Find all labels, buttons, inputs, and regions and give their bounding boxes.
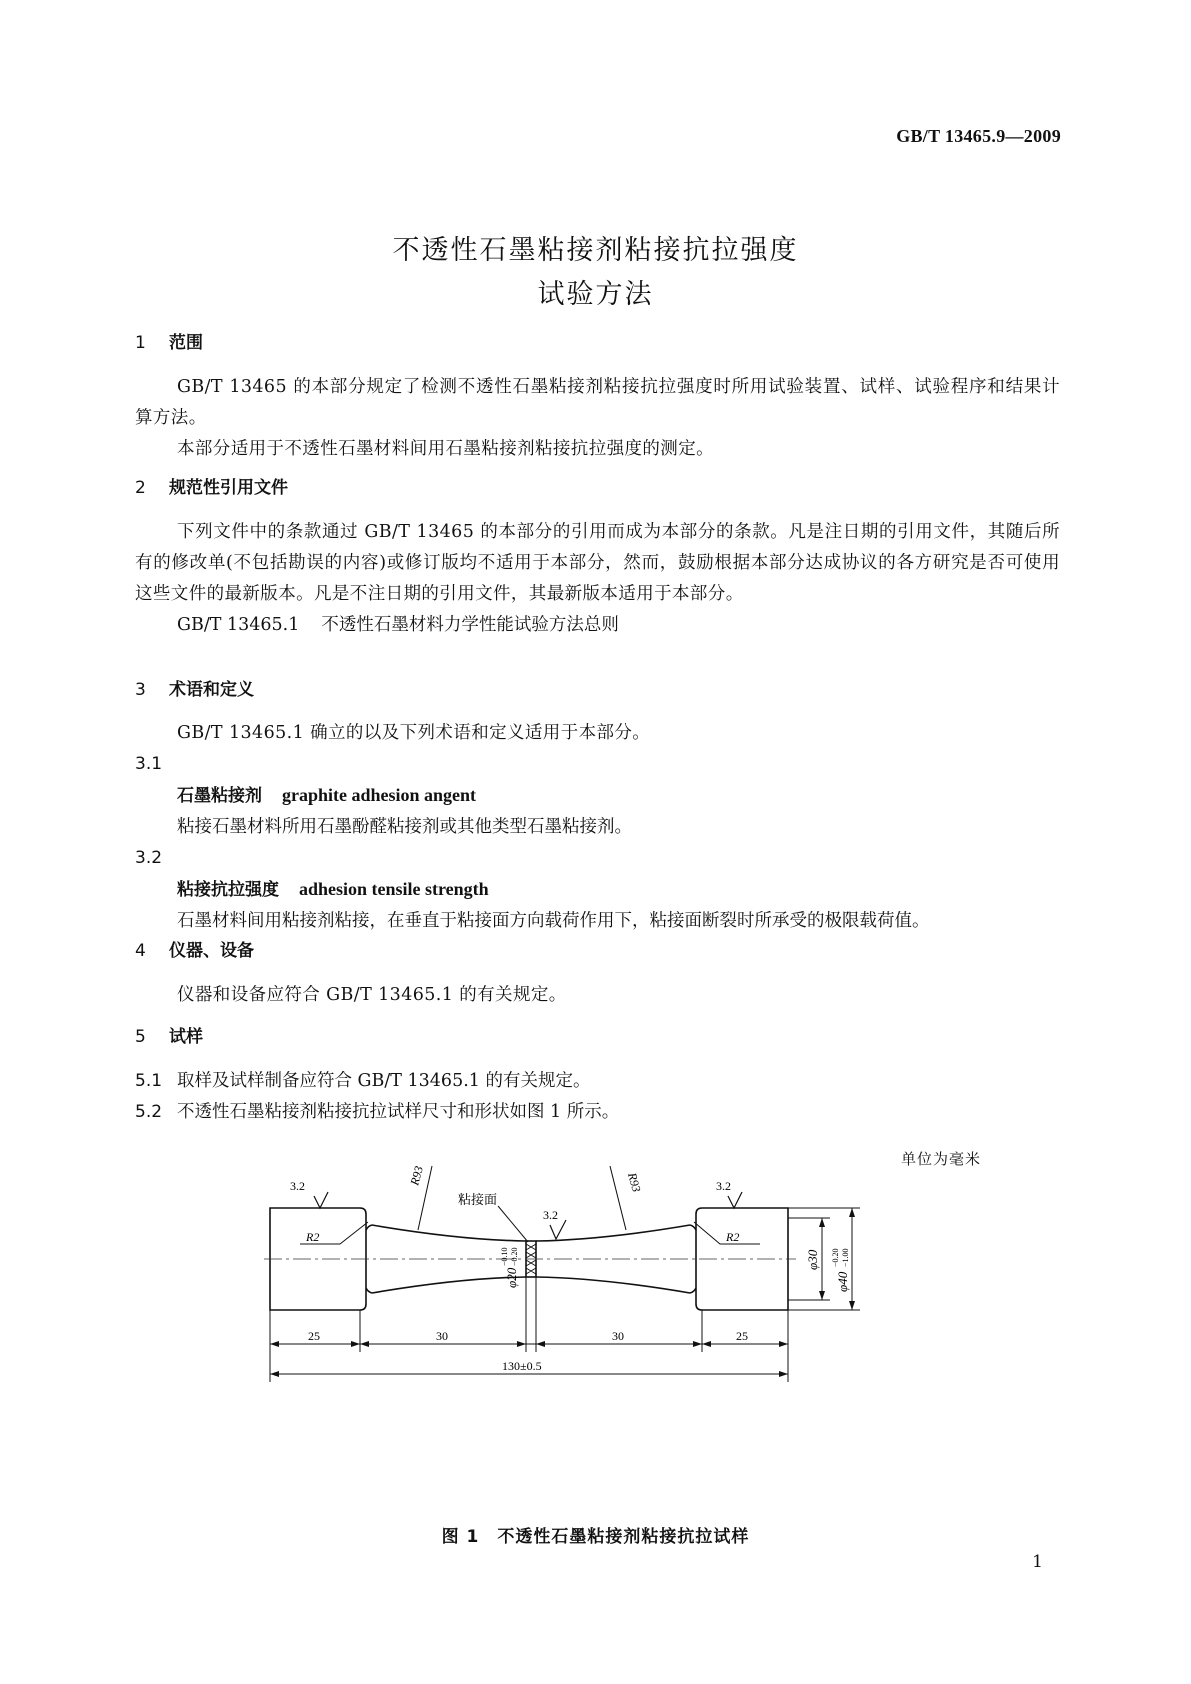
right-neck-bottom (536, 1277, 690, 1293)
paragraph: 仪器和设备应符合 GB/T 13465.1 的有关规定。 (177, 985, 567, 1005)
section-2-heading (135, 473, 1060, 504)
clause-number: 5.1 (135, 1071, 163, 1091)
section-number: 5 (135, 1027, 146, 1047)
dia-neck-tol-upper: −0.10 (500, 1247, 509, 1266)
term-english: graphite adhesion angent (282, 785, 477, 805)
section-4-heading (135, 936, 1060, 967)
section-5-heading (135, 1022, 1060, 1053)
left-fillet-bottom (366, 1288, 372, 1293)
dia-40-label (831, 1248, 850, 1292)
section-number: 2 (135, 478, 146, 498)
section-title: 术语和定义 (169, 680, 254, 700)
section-1-body (135, 372, 1060, 465)
reference-code: GB/T 13465.1 (177, 615, 300, 635)
figure-caption (0, 1522, 1191, 1547)
radius-label-right: R93 (625, 1171, 644, 1194)
term-definition: 粘接石墨材料所用石墨酚醛粘接剂或其他类型石墨粘接剂。 (177, 817, 632, 837)
page-number: 1 (1032, 1552, 1043, 1572)
term-heading (135, 780, 1060, 812)
section-title: 仪器、设备 (169, 941, 254, 961)
normative-reference (135, 610, 1060, 641)
term-heading (135, 874, 1060, 906)
document-title-line1: 不透性石墨粘接剂粘接抗拉强度 (392, 235, 799, 266)
section-5 (135, 1022, 1060, 1053)
section-4 (135, 936, 1060, 967)
figure-title: 不透性石墨粘接剂粘接抗拉试样 (497, 1527, 750, 1547)
right-fillet-top (690, 1225, 696, 1230)
term-chinese: 石墨粘接剂 (177, 786, 262, 806)
reference-title: 不透性石墨材料力学性能试验方法总则 (321, 615, 619, 635)
paragraph: GB/T 13465 的本部分规定了检测不透性石墨粘接剂粘接抗拉强度时所用试验装置、试样、试验程序和结果计算方法。 (135, 377, 1060, 428)
term-english: adhesion tensile strength (299, 879, 489, 899)
dia-30: φ30 (805, 1249, 820, 1270)
section-title: 试样 (169, 1027, 203, 1047)
dim-30-right: 30 (612, 1329, 624, 1343)
section-3-heading (135, 675, 1060, 706)
section-title: 范围 (169, 333, 203, 353)
document-title-line2: 试验方法 (537, 279, 654, 310)
bond-surface-label: 粘接面 (458, 1193, 498, 1208)
dia-40-tol-upper: −0.20 (831, 1248, 840, 1267)
unit-note: 单位为毫米 (900, 1150, 981, 1168)
term-definition: 石墨材料间用粘接剂粘接，在垂直于粘接面方向载荷作用下，粘接面断裂时所承受的极限载荷值。 (177, 911, 930, 931)
paragraph: 本部分适用于不透性石墨材料间用石墨粘接剂粘接抗拉强度的测定。 (177, 439, 714, 459)
section-4-body (135, 980, 1060, 1011)
section-2 (135, 473, 1060, 504)
paragraph: 下列文件中的条款通过 GB/T 13465 的本部分的引用而成为本部分的条款。凡是注日期的引用文件，其随后所有的修改单(不包括勘误的内容)或修订版均不适用于本部分，然而，鼓励根据本部分达成协议的各方研究是否可使用这些文件的最新版本。凡是不注日期的引用文件，其最新版本适用于本部分。 (135, 522, 1060, 604)
section-3-body (135, 718, 1060, 937)
dia-40-tol-lower: −1.00 (841, 1248, 850, 1267)
section-number: 3 (135, 680, 146, 700)
dia-40: φ40 (835, 1271, 850, 1292)
roughness-label-mid: 3.2 (543, 1208, 558, 1222)
clause-text: 取样及试样制备应符合 GB/T 13465.1 的有关规定。 (177, 1071, 591, 1091)
dia-30-label (805, 1249, 820, 1270)
clause-5-2 (135, 1097, 1060, 1128)
section-number: 1 (135, 333, 146, 353)
right-fillet-bottom (690, 1288, 696, 1293)
specimen-drawing (270, 1164, 930, 1512)
section-3 (135, 675, 1060, 706)
roughness-label-left: 3.2 (290, 1179, 305, 1193)
paragraph: GB/T 13465.1 确立的以及下列术语和定义适用于本部分。 (177, 723, 651, 743)
section-1-heading (135, 328, 1060, 359)
dim-total: 130±0.5 (502, 1359, 542, 1373)
section-number: 4 (135, 941, 146, 961)
clause-text: 不透性石墨粘接剂粘接抗拉试样尺寸和形状如图 1 所示。 (177, 1102, 620, 1122)
term-number: 3.1 (135, 754, 163, 774)
section-title: 规范性引用文件 (169, 478, 288, 498)
clause-5-1 (135, 1066, 1060, 1097)
section-1 (135, 328, 1060, 359)
fillet-label-right: R2 (726, 1230, 740, 1244)
section-2-body (135, 517, 1060, 641)
figure-number: 图 1 (441, 1527, 480, 1547)
term-number: 3.2 (135, 848, 163, 868)
neck-diameter-label (500, 1247, 519, 1288)
dim-30-left: 30 (436, 1329, 448, 1343)
dim-25-right: 25 (736, 1329, 748, 1343)
left-neck-top (372, 1225, 526, 1241)
dim-25-left: 25 (308, 1329, 320, 1343)
term-chinese: 粘接抗拉强度 (177, 880, 279, 900)
fillet-label-left: R2 (306, 1230, 320, 1244)
section-5-body (135, 1066, 1060, 1128)
radius-leader-right (610, 1166, 626, 1230)
bond-label-leader (498, 1206, 528, 1242)
dia-neck-tol-lower: −0.20 (510, 1247, 519, 1266)
radius-label-left: R93 (407, 1164, 426, 1187)
clause-number: 5.2 (135, 1102, 163, 1122)
left-fillet-top (366, 1225, 372, 1230)
left-neck-bottom (372, 1277, 526, 1293)
dia-neck: φ20 (504, 1267, 519, 1288)
roughness-label-right: 3.2 (716, 1179, 731, 1193)
roughness-symbol-left (314, 1192, 328, 1208)
roughness-symbol-mid (550, 1220, 566, 1239)
standard-code: GB/T 13465.9—2009 (896, 126, 1061, 146)
roughness-symbol-right (728, 1192, 742, 1208)
